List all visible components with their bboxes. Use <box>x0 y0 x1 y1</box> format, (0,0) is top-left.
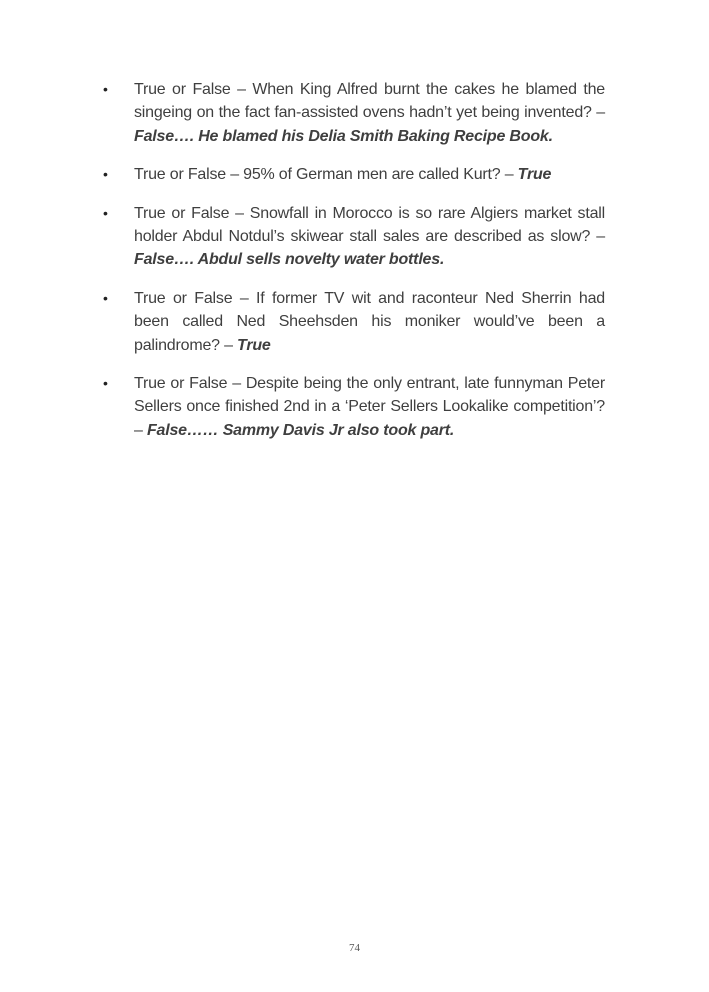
question-text: True or False – When King Alfred burnt the cakes he blamed the singeing on the fact fan-assisted ovens hadn’t yet being invented? – <box>134 81 605 122</box>
answer-text: False…. He blamed his Delia Smith Baking Recipe Book. <box>134 127 553 145</box>
list-item <box>100 372 605 442</box>
quiz-list <box>100 78 605 457</box>
bullet-icon: • <box>103 375 108 392</box>
list-item <box>100 78 605 148</box>
bullet-icon: • <box>103 289 108 306</box>
list-item <box>100 287 605 357</box>
bullet-icon: • <box>103 81 108 97</box>
question-text: True or False – Despite being the only entrant, late funnyman Peter Sellers once finished 2nd in a ‘Peter Sellers Lookalike competition’? – <box>134 375 605 439</box>
page-number: 74 <box>349 942 360 954</box>
answer-text: True <box>237 336 271 354</box>
question-text: True or False – If former TV wit and raconteur Ned Sherrin had been called Ned Sheehsden his moniker would’ve been a palindrome? – <box>134 289 605 354</box>
answer-text: False…… Sammy Davis Jr also took part. <box>146 421 455 439</box>
bullet-icon: • <box>103 204 108 221</box>
answer-text: False…. Abdul sells novelty water bottles. <box>134 251 445 269</box>
question-text: True or False – Snowfall in Morocco is so rare Algiers market stall holder Abdul Notdul’s skiwear stall sales are described as slow? – <box>134 204 605 246</box>
question-text: True or False – 95% of German men are called Kurt? – <box>134 166 518 184</box>
bullet-icon: • <box>103 166 108 183</box>
list-item <box>100 163 605 186</box>
list-item <box>100 202 605 272</box>
answer-text: True <box>517 166 552 184</box>
